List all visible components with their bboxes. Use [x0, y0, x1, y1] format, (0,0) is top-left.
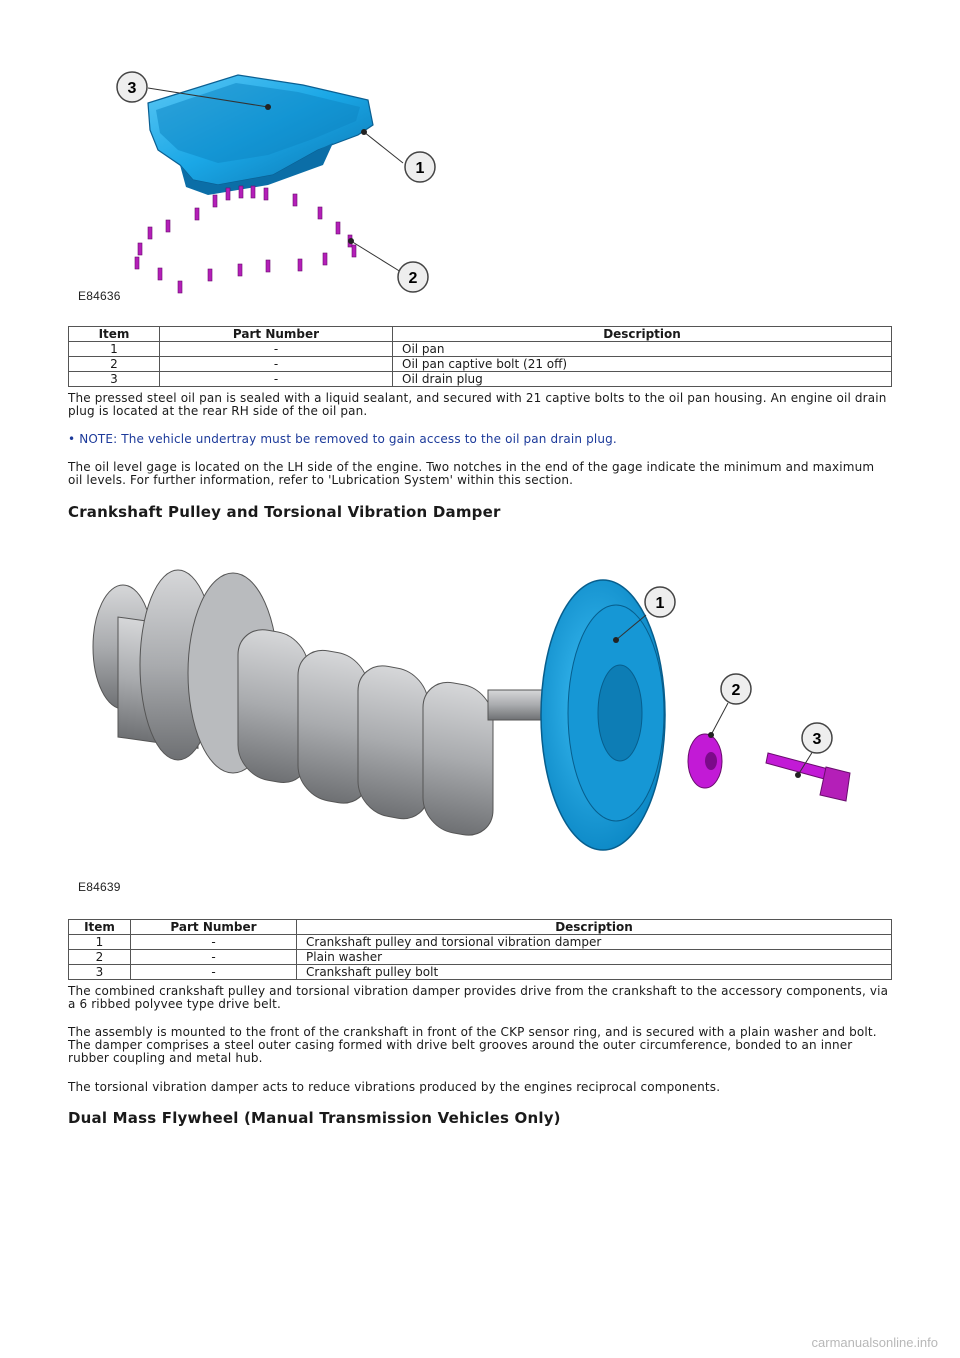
- oil-level-gage-description: The oil level gage is located on the LH side of the engine. Two notches in the end of the gage indicate the minimum and maximum oil levels. For further information, refer to 'Lubrication System' within this section.: [68, 460, 875, 487]
- table-row: [69, 935, 892, 950]
- svg-text:1: 1: [415, 160, 425, 177]
- cell-description: Oil pan captive bolt (21 off): [393, 357, 892, 372]
- parts-table-crankshaft-pulley: [68, 919, 892, 980]
- figure-code: E84639: [78, 880, 121, 894]
- cell-part-number: -: [160, 342, 393, 357]
- assembly-mounting-description: The assembly is mounted to the front of the crankshaft in front of the CKP sensor ring, and is secured with a plain washer and bolt. The damper comprises a steel outer casing formed with drive belt grooves around the outer circumference, bonded to an inner rubber coupling and metal hub.: [68, 1025, 877, 1065]
- cell-description: Oil drain plug: [393, 372, 892, 387]
- cell-description: Oil pan: [393, 342, 892, 357]
- damper-function-description: The torsional vibration damper acts to reduce vibrations produced by the engines reciprocal components.: [68, 1080, 721, 1094]
- figure-code: E84636: [78, 289, 121, 303]
- crankshaft-pulley-illustration: [68, 555, 888, 900]
- captive-bolts: [135, 186, 356, 293]
- cell-part-number: -: [160, 372, 393, 387]
- cell-item: 3: [69, 965, 131, 980]
- col-header-description: Description: [393, 327, 892, 342]
- oil-pan-description: The pressed steel oil pan is sealed with a liquid sealant, and secured with 21 captive bolts to the oil pan housing. An engine oil drain plug is located at the rear RH side of the oil pan.: [68, 391, 887, 418]
- table-header-row: [69, 327, 892, 342]
- watermark-footer: carmanualsonline.info: [811, 1335, 938, 1350]
- col-header-part-number: Part Number: [131, 920, 297, 935]
- cell-part-number: -: [131, 950, 297, 965]
- svg-text:2: 2: [408, 270, 418, 287]
- svg-text:2: 2: [731, 682, 741, 699]
- cell-item: 2: [69, 950, 131, 965]
- table-row: [69, 342, 892, 357]
- note-undertray: • NOTE: The vehicle undertray must be removed to gain access to the oil pan drain plug.: [68, 432, 617, 446]
- table-header-row: [69, 920, 892, 935]
- torsional-vibration-damper: [541, 580, 665, 850]
- svg-text:3: 3: [812, 731, 822, 748]
- cell-part-number: -: [160, 357, 393, 372]
- svg-text:1: 1: [655, 595, 665, 612]
- col-header-description: Description: [297, 920, 892, 935]
- parts-table-oil-pan: [68, 326, 892, 387]
- section-heading-crankshaft-pulley: Crankshaft Pulley and Torsional Vibration Damper: [68, 503, 501, 521]
- callout-2: [398, 262, 428, 292]
- cell-part-number: -: [131, 935, 297, 950]
- svg-text:3: 3: [127, 80, 137, 97]
- col-header-item: Item: [69, 920, 131, 935]
- cell-item: 3: [69, 372, 160, 387]
- table-row: [69, 372, 892, 387]
- callout-1: [645, 587, 675, 617]
- plain-washer: [688, 734, 722, 788]
- callout-3: [802, 723, 832, 753]
- crankshaft-pulley-bolt: [766, 753, 850, 801]
- crankshaft: [93, 570, 548, 840]
- col-header-part-number: Part Number: [160, 327, 393, 342]
- table-row: [69, 965, 892, 980]
- cell-description: Crankshaft pulley bolt: [297, 965, 892, 980]
- cell-description: Crankshaft pulley and torsional vibration damper: [297, 935, 892, 950]
- table-row: [69, 950, 892, 965]
- cell-part-number: -: [131, 965, 297, 980]
- cell-item: 2: [69, 357, 160, 372]
- col-header-item: Item: [69, 327, 160, 342]
- callout-3: [117, 72, 147, 102]
- cell-item: 1: [69, 342, 160, 357]
- cell-item: 1: [69, 935, 131, 950]
- callout-2: [721, 674, 751, 704]
- table-row: [69, 357, 892, 372]
- damper-description: The combined crankshaft pulley and torsional vibration damper provides drive from the crankshaft to the accessory components, via a 6 ribbed polyvee type drive belt.: [68, 984, 889, 1011]
- cell-description: Plain washer: [297, 950, 892, 965]
- section-heading-dual-mass-flywheel: Dual Mass Flywheel (Manual Transmission Vehicles Only): [68, 1109, 561, 1127]
- oil-pan-illustration: [68, 55, 488, 310]
- callout-1: [405, 152, 435, 182]
